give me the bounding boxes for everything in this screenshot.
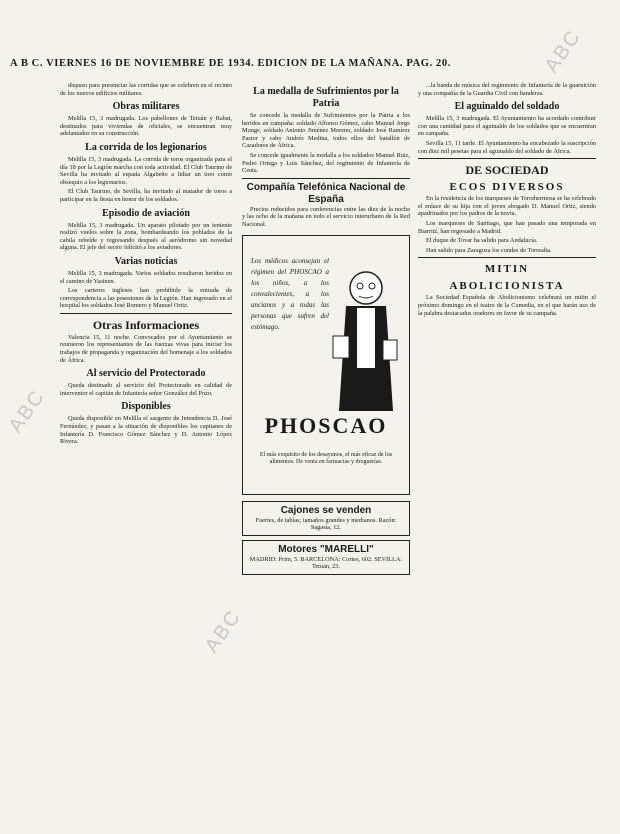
marelli-ad — [242, 540, 410, 575]
cajones-ad — [242, 501, 410, 536]
phoscao-ad-text: Los médicos aconsejan el régimen del PHOSCAO a los niños, a los convalecientes, a los ancianos y a todas las personas que sufren del estómago. — [251, 256, 329, 331]
society-subheading: ECOS DIVERSOS — [449, 181, 565, 194]
cajones-ad-text: Fuertes, de tablas; tamaños grandes y medianos. Razón: Sagasta, 12. — [255, 516, 397, 532]
doctor-illustration — [331, 266, 401, 416]
article-heading: Disponibles — [121, 401, 171, 413]
society-heading: DE SOCIEDAD — [465, 163, 549, 178]
article-text: Los carteros ingleses han prohibido la entrada de correspondencia a las posesiones de la Legión. Han ingresado en el hospital los soldados José Romero y Manuel Ortiz. — [60, 287, 232, 310]
article-text: Los marqueses de Santiago, que han pasado una temporada en Biarritz, han regresado a Madrid. — [418, 219, 596, 235]
article-heading: Obras militares — [112, 101, 180, 113]
marelli-ad-text: MADRID: Prim, 5. BARCELONA: Cortes, 602. SEVILLA: Tetuán, 23. — [249, 555, 403, 571]
article-text: Se concede la medalla de Sufrimientos por la Patria a los heridos en campaña: soldado Alfonso Gómez, cabo Manuel Jorge Monge, soldado Antonio Jiménez Moreno, soldado José Ramírez Pastor y cabo Andrés Medina, todos ellos del batallón de Cazadores de África. — [242, 112, 410, 150]
divider — [242, 178, 410, 179]
article-text: El Club Taurino, de Sevilla, ha invitado al matador de toros a participar en la fiesta en honor de los soldados. — [60, 188, 232, 203]
marelli-ad-title: Motores "MARELLI" — [278, 543, 374, 555]
divider — [418, 158, 596, 159]
article-text: En la residencia de los marqueses de Torrehermosa se ha celebrado el enlace de su hija con el joven abogado D. Manuel Ortiz, siendo apadrinados por los padres de la novia. — [418, 195, 596, 218]
article-text: Sevilla 15, 11 tarde. El Ayuntamiento ha encabezado la suscripción con diez mil pesetas para el aguinaldo del soldado de África. — [418, 139, 596, 155]
article-text: Melilla 15, 3 madrugada. Un aparato pilotado por un teniente realizó vuelos sobre la zona, bombardeando los poblados de la cabila rebelde y regresando después al aeródromo sin novedad alguna. El jefe del sector felicitó a los aviadores. — [60, 221, 232, 252]
article-text: Melilla 15, 3 madrugada. La corrida de toros organizada para el día 18 por la Legión marcha con toda actividad. El Club Taurino de Sevilla ha invitado al espada Algabeño a lidiar un toro como obsequio a los legionarios. — [60, 155, 232, 186]
article-text: ...la banda de música del regimiento de Infantería de la guarnición y una compañía de la Guardia Civil con banderas. — [418, 82, 596, 97]
article-text: Queda disponible en Melilla el sargento de Intendencia D. José Fernández, y pasan a la situación de disponibles los capitanes de Infantería D. Francisco Gómez Sánchez y D. Antonio López Rivera. — [60, 415, 232, 446]
article-text: dispuso para presenciar las corridas que se celebren en el recinto de los nuevos edificios militares. — [60, 82, 232, 97]
article-heading: Otras Informaciones — [92, 317, 200, 332]
article-text: El duque de Tovar ha salido para Andalucía. — [426, 237, 538, 245]
article-text: Han salido para Zaragoza los condes de Torrealta. — [426, 246, 552, 254]
article-heading: La corrida de los legionarios — [85, 141, 207, 153]
page-header: A B C. VIERNES 16 DE NOVIEMBRE DE 1934. EDICION DE LA MAÑANA. PAG. 20. — [10, 58, 451, 69]
mitin-subheading: ABOLICIONISTA — [449, 280, 565, 293]
mitin-heading: MITIN — [484, 263, 530, 276]
column-1 — [60, 82, 232, 448]
article-heading: Al servicio del Protectorado — [86, 368, 206, 380]
phoscao-ad-footer: El más exquisito de los desayunos, el más eficaz de los alimentos. De venta en farmacias y droguerías. — [259, 451, 393, 465]
article-text: La Sociedad Española de Abolicionismo celebrará un mitin el próximo domingo en el teatro de la Comedia, en el que harán uso de la palabra destacados oradores en favor de su campaña. — [418, 294, 596, 317]
article-heading: El aguinaldo del soldado — [454, 101, 560, 113]
article-text: Valencia 15, 11 noche. Convocados por el Ayuntamiento se reunieron los representantes de las fuerzas vivas para iniciar los trabajos de propaganda y organización del homenaje a los soldados de África. — [60, 333, 232, 364]
telefonica-ad-text: Precios reducidos para conferencias entre las diez de la noche y las ocho de la mañana en todo el servicio interurbano de la Red Nacional. — [242, 205, 410, 228]
article-text: Se concede igualmente la medalla a los soldados Manuel Ruiz, Pedro Ortega y Luis Sánchez, del regimiento de Infantería de Ceuta. — [242, 151, 410, 175]
article-heading: Varias noticias — [114, 255, 178, 267]
article-text: Melilla 15, 3 madrugada. El Ayuntamiento ha acordado contribuir con una cantidad para el aguinaldo de los soldados que se encuentran en campaña. — [418, 115, 596, 138]
article-text: Queda destinado al servicio del Protectorado en calidad de interventor el capitán de Infantería señor González del Pozo. — [60, 382, 232, 397]
article-heading: Episodio de aviación — [102, 207, 190, 219]
phoscao-ad — [242, 235, 410, 495]
column-3 — [418, 82, 596, 319]
watermark-stamp: ABC — [4, 385, 50, 437]
divider — [418, 257, 596, 258]
article-text: Melilla 15, 3 madrugada. Los pabellones de Tetuán y Rabat, destinados para viviendas de oficiales, se encuentran muy adelantados en su construcción. — [60, 115, 232, 138]
phoscao-brand: PHOSCAO — [264, 412, 388, 438]
watermark-stamp: ABC — [200, 605, 246, 657]
article-text: Melilla 15, 3 madrugada. Varios soldados resultaron heridos en el camino de Yasinen. — [60, 269, 232, 285]
cajones-ad-title: Cajones se venden — [280, 504, 372, 516]
column-2 — [242, 82, 410, 579]
article-heading: La medalla de Sufrimientos por la Patria — [253, 86, 399, 109]
divider — [60, 313, 232, 314]
watermark-stamp: ABC — [540, 25, 586, 77]
telefonica-ad-title: Compañía Telefónica Nacional de España — [246, 181, 406, 205]
